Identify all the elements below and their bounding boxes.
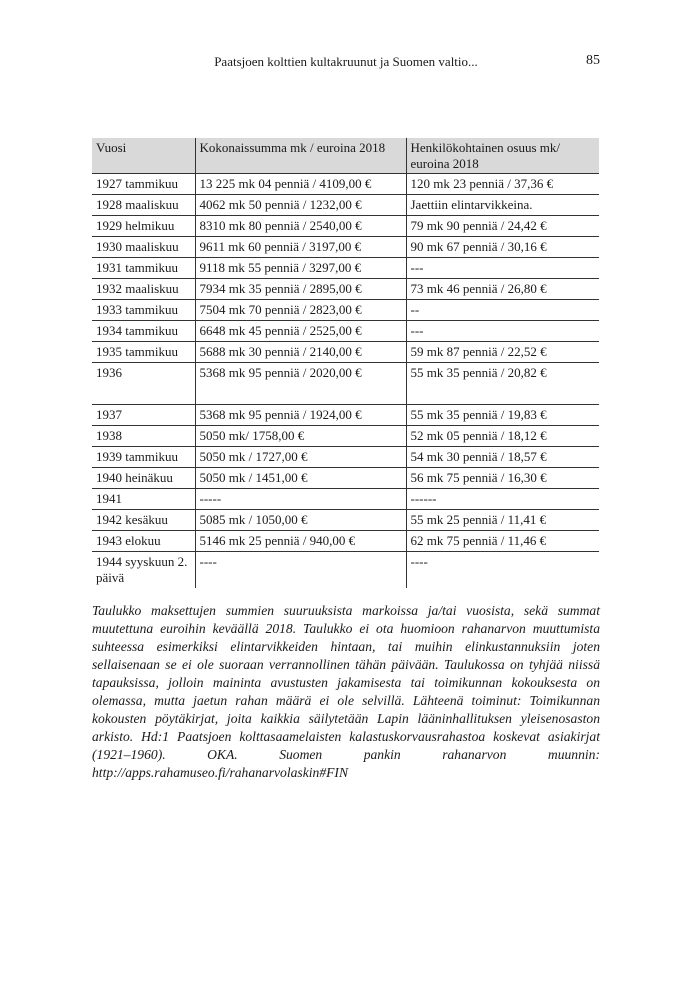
cell-year: 1936 (92, 363, 195, 405)
cell-year: 1928 maaliskuu (92, 195, 195, 216)
cell-year: 1937 (92, 405, 195, 426)
table-row (92, 321, 599, 342)
cell-year: 1927 tammikuu (92, 174, 195, 195)
table-row (92, 195, 599, 216)
cell-total: 9611 mk 60 penniä / 3197,00 € (195, 237, 406, 258)
cell-per-person: ---- (406, 552, 599, 589)
cell-per-person: --- (406, 321, 599, 342)
cell-total: 5050 mk / 1727,00 € (195, 447, 406, 468)
column-header-per-person: Henkilökohtainen osuus mk/ euroina 2018 (406, 138, 599, 174)
cell-year: 1931 tammikuu (92, 258, 195, 279)
table-row (92, 279, 599, 300)
table-row (92, 258, 599, 279)
cell-total: 7934 mk 35 penniä / 2895,00 € (195, 279, 406, 300)
table-row (92, 447, 599, 468)
cell-total: 6648 mk 45 penniä / 2525,00 € (195, 321, 406, 342)
cell-year: 1933 tammikuu (92, 300, 195, 321)
table-row (92, 174, 599, 195)
table-row (92, 531, 599, 552)
cell-per-person: Jaettiin elintarvikkeina. (406, 195, 599, 216)
table-row (92, 300, 599, 321)
table-row (92, 426, 599, 447)
cell-total: 13 225 mk 04 penniä / 4109,00 € (195, 174, 406, 195)
cell-total: 9118 mk 55 penniä / 3297,00 € (195, 258, 406, 279)
table-header (92, 138, 599, 174)
cell-year: 1930 maaliskuu (92, 237, 195, 258)
table-row (92, 468, 599, 489)
cell-per-person: --- (406, 258, 599, 279)
cell-total: 5050 mk/ 1758,00 € (195, 426, 406, 447)
table-body (92, 174, 599, 589)
cell-year: 1941 (92, 489, 195, 510)
payments-table (92, 138, 599, 588)
cell-per-person: 56 mk 75 penniä / 16,30 € (406, 468, 599, 489)
cell-year: 1943 elokuu (92, 531, 195, 552)
cell-year: 1944 syyskuun 2. päivä (96, 554, 188, 585)
cell-per-person: 73 mk 46 penniä / 26,80 € (406, 279, 599, 300)
cell-total: 5368 mk 95 penniä / 1924,00 € (195, 405, 406, 426)
cell-total: ----- (195, 489, 406, 510)
page-header (0, 54, 692, 74)
column-header-year: Vuosi (92, 138, 195, 174)
column-header-total: Kokonaissumma mk / euroina 2018 (195, 138, 406, 174)
cell-per-person: 54 mk 30 penniä / 18,57 € (406, 447, 599, 468)
table-row (92, 489, 599, 510)
table-row (92, 342, 599, 363)
table-caption: Taulukko maksettujen summien suuruuksista markoissa ja/tai vuosista, sekä summat muutettuna euroihin keväällä 2018. Taulukko ei ota huomioon rahanarvon muuttumista suhteessa esimerkiksi elintarvikkeiden hintaan, tai muihin elinkustannuksiin joten sellaisenaan se ei ole suoraan verrannollinen tähän päivään. Taulukossa on tyhjää niissä tapauksissa, jolloin maininta avustusten jakamisesta tai toimikunnan kokouksesta on olemassa, mutta jaetun rahan määrä ei ole selvillä. Lähteenä toiminut: Toimikunnan kokousten pöytäkirjat, joita kaikkia säilytetään Lapin lääninhallituksen yleisenosaston arkisto. Hd:1 Paatsjoen kolttasaamelaisten kalastuskorvausrahastoa koskevat asiakirjat (1921–1960). OKA. Suomen pankin rahanarvon muunnin: http://apps.rahamuseo.fi/rahanarvolaskin#FIN (92, 603, 600, 780)
cell-total: 5368 mk 95 penniä / 2020,00 € (195, 363, 406, 405)
table-row (92, 237, 599, 258)
cell-per-person: 55 mk 25 penniä / 11,41 € (406, 510, 599, 531)
table-row (92, 363, 599, 405)
table-row (92, 510, 599, 531)
cell-per-person: 79 mk 90 penniä / 24,42 € (406, 216, 599, 237)
cell-year: 1939 tammikuu (92, 447, 195, 468)
cell-year: 1935 tammikuu (92, 342, 195, 363)
cell-per-person: -- (406, 300, 599, 321)
header-row (92, 138, 599, 174)
cell-per-person: ------ (406, 489, 599, 510)
cell-per-person: 59 mk 87 penniä / 22,52 € (406, 342, 599, 363)
cell-year: 1932 maaliskuu (92, 279, 195, 300)
cell-per-person: 62 mk 75 penniä / 11,46 € (406, 531, 599, 552)
cell-per-person: 90 mk 67 penniä / 30,16 € (406, 237, 599, 258)
cell-per-person: 52 mk 05 penniä / 18,12 € (406, 426, 599, 447)
cell-total: 5050 mk / 1451,00 € (195, 468, 406, 489)
cell-year: 1940 heinäkuu (92, 468, 195, 489)
cell-per-person: 55 mk 35 penniä / 20,82 € (406, 363, 599, 405)
cell-year: 1938 (92, 426, 195, 447)
cell-total: 8310 mk 80 penniä / 2540,00 € (195, 216, 406, 237)
table-row (92, 216, 599, 237)
table-row (92, 405, 599, 426)
cell-total: ---- (195, 552, 406, 589)
cell-year: 1929 helmikuu (92, 216, 195, 237)
cell-year: 1942 kesäkuu (92, 510, 195, 531)
running-title: Paatsjoen kolttien kultakruunut ja Suomen valtio... (214, 54, 478, 69)
cell-per-person: 55 mk 35 penniä / 19,83 € (406, 405, 599, 426)
cell-total: 5146 mk 25 penniä / 940,00 € (195, 531, 406, 552)
cell-total: 5688 mk 30 penniä / 2140,00 € (195, 342, 406, 363)
cell-total: 7504 mk 70 penniä / 2823,00 € (195, 300, 406, 321)
cell-year: 1934 tammikuu (92, 321, 195, 342)
table-row (92, 552, 599, 589)
cell-total: 5085 mk / 1050,00 € (195, 510, 406, 531)
page-number: 85 (586, 53, 600, 68)
cell-per-person: 120 mk 23 penniä / 37,36 € (406, 174, 599, 195)
cell-total: 4062 mk 50 penniä / 1232,00 € (195, 195, 406, 216)
